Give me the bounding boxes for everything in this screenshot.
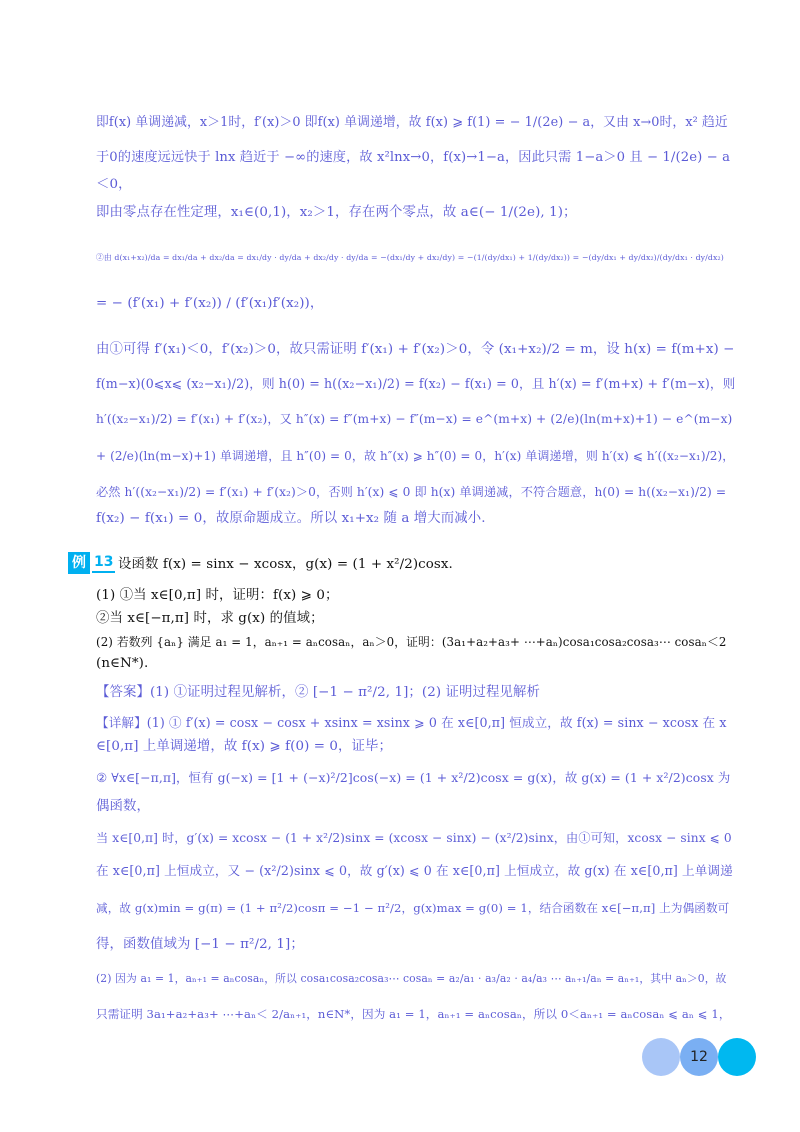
solution-line: = − (f′(x₁) + f′(x₂)) / (f′(x₁)f′(x₂))， — [96, 296, 324, 311]
detail-line: 偶函数， — [96, 799, 150, 814]
detail-line: 只需证明 3a₁+a₂+a₃+ ⋯+aₙ＜ 2/aₙ₊₁，n∈N*，因为 a₁ = 1，aₙ₊₁ = aₙcosaₙ，所以 0＜aₙ₊₁ = aₙcosaₙ ⩽ aₙ ⩽ 1， — [96, 1007, 731, 1021]
detail-line: 在 x∈[0,π] 上恒成立，又 − (x²/2)sinx ⩽ 0，故 g′(x) ⩽ 0 在 x∈[0,π] 上恒成立，故 g(x) 在 x∈[0,π] 上单调递 — [96, 863, 733, 878]
solution-line: 于0的速度远远快于 lnx 趋近于 −∞的速度，故 x²lnx→0，f(x)→1−a，因此只需 1−a＞0 且 − 1/(2e) − a — [96, 150, 731, 165]
solution-line: 由①可得 f′(x₁)＜0，f′(x₂)＞0，故只需证明 f′(x₁) + f′(x₂)＞0，令 (x₁+x₂)/2 = m，设 h(x) = f(m+x) − — [96, 342, 735, 357]
detail-line: ② ∀x∈[−π,π]，恒有 g(−x) = [1 + (−x)²/2]cos(−x) = (1 + x²/2)cosx = g(x)，故 g(x) = (1 + x²/2)cosx 为 — [96, 770, 731, 785]
detail-line: 得，函数值域为 [−1 − π²/2, 1]； — [96, 937, 304, 952]
solution-line: ＜0， — [96, 177, 132, 192]
detail-line: 减，故 g(x)min = g(π) = (1 + π²/2)cosπ = −1 − π²/2，g(x)max = g(0) = 1，结合函数在 x∈[−π,π] 上为偶函数可 — [96, 901, 730, 915]
answer-line: 【答案】(1) ①证明过程见解析，② [−1 − π²/2, 1]；(2) 证明过程见解析 — [96, 685, 540, 700]
example-part: ②当 x∈[−π,π] 时，求 g(x) 的值域； — [96, 611, 324, 626]
detail-line: ∈[0,π] 上单调递增，故 f(x) ⩾ f(0) = 0，证毕； — [96, 739, 393, 754]
example-badge — [68, 552, 115, 574]
example-statement: 设函数 f(x) = sinx − xcosx，g(x) = (1 + x²/2)cosx. — [118, 557, 453, 572]
page-number: 12 — [680, 1038, 718, 1076]
example-label: 例 — [68, 552, 90, 574]
example-number: 13 — [92, 553, 115, 573]
detail-line: 【详解】(1) ① f′(x) = cosx − cosx + xsinx = xsinx ⩾ 0 在 x∈[0,π] 恒成立，故 f(x) = sinx − xcosx 在 x — [96, 715, 727, 730]
solution-line: f(x₂) − f(x₁) = 0，故原命题成立。所以 x₁+x₂ 随 a 增大而减小. — [96, 511, 486, 526]
example-part: (n∈N*). — [96, 656, 149, 671]
detail-line: 当 x∈[0,π] 时，g′(x) = xcosx − (1 + x²/2)sinx = (xcosx − sinx) − (x²/2)sinx，由①可知，xcosx − sinx ⩽ 0 — [96, 831, 732, 845]
solution-line: f(m−x)(0⩽x⩽ (x₂−x₁)/2)，则 h(0) = h((x₂−x₁)/2) = f(x₂) − f(x₁) = 0，且 h′(x) = f′(m+x) + f′(m−x)，则 — [96, 376, 736, 391]
example-part: (1) ①当 x∈[0,π] 时，证明：f(x) ⩾ 0； — [96, 588, 339, 603]
solution-line: 即f(x) 单调递减，x＞1时，f′(x)＞0 即f(x) 单调递增，故 f(x) ⩾ f(1) = − 1/(2e) − a，又由 x→0时，x² 趋近 — [96, 115, 728, 130]
detail-line: (2) 因为 a₁ = 1，aₙ₊₁ = aₙcosaₙ，所以 cosa₁cosa₂cosa₃⋯ cosaₙ = a₂/a₁ · a₃/a₂ · a₄/a₃ ⋯ aₙ₊₁/aₙ = aₙ₊₁，其中 aₙ＞0，故 — [96, 972, 727, 985]
example-part: (2) 若数列 {aₙ} 满足 a₁ = 1，aₙ₊₁ = aₙcosaₙ，aₙ＞0，证明：(3a₁+a₂+a₃+ ⋯+aₙ)cosa₁cosa₂cosa₃⋯ cosaₙ＜2 — [96, 635, 727, 649]
page-number-circle-right — [718, 1038, 756, 1076]
solution-line: ②由 d(x₁+x₂)/da = dx₁/da + dx₂/da = dx₁/dy · dy/da + dx₂/dy · dy/da = −(dx₁/dy + dx₂/dy) = −(1/(dy/dx₁) + 1/(dy/dx₂)) = −(dy/dx₁ + dy/dx₂)/(dy/dx₁ · dy/dx₂) — [96, 253, 724, 262]
page-number-circle-left — [642, 1038, 680, 1076]
solution-line: 必然 h′((x₂−x₁)/2) = f′(x₁) + f′(x₂)＞0，否则 h′(x) ⩽ 0 即 h(x) 单调递减，不符合题意，h(0) = h((x₂−x₁)/2) = — [96, 485, 727, 499]
solution-line: + (2/e)(ln(m−x)+1) 单调递增，且 h″(0) = 0，故 h″(x) ⩾ h″(0) = 0，h′(x) 单调递增，则 h′(x) ⩽ h′((x₂−x₁)/2)， — [96, 449, 735, 463]
solution-line: h′((x₂−x₁)/2) = f′(x₁) + f′(x₂)，又 h″(x) = f″(m+x) − f″(m−x) = e^(m+x) + (2/e)(ln(m+x)+1) − e^(m−x) — [96, 412, 733, 426]
solution-line: 即由零点存在性定理，x₁∈(0,1)，x₂＞1，存在两个零点，故 a∈(− 1/(2e), 1)； — [96, 205, 577, 220]
